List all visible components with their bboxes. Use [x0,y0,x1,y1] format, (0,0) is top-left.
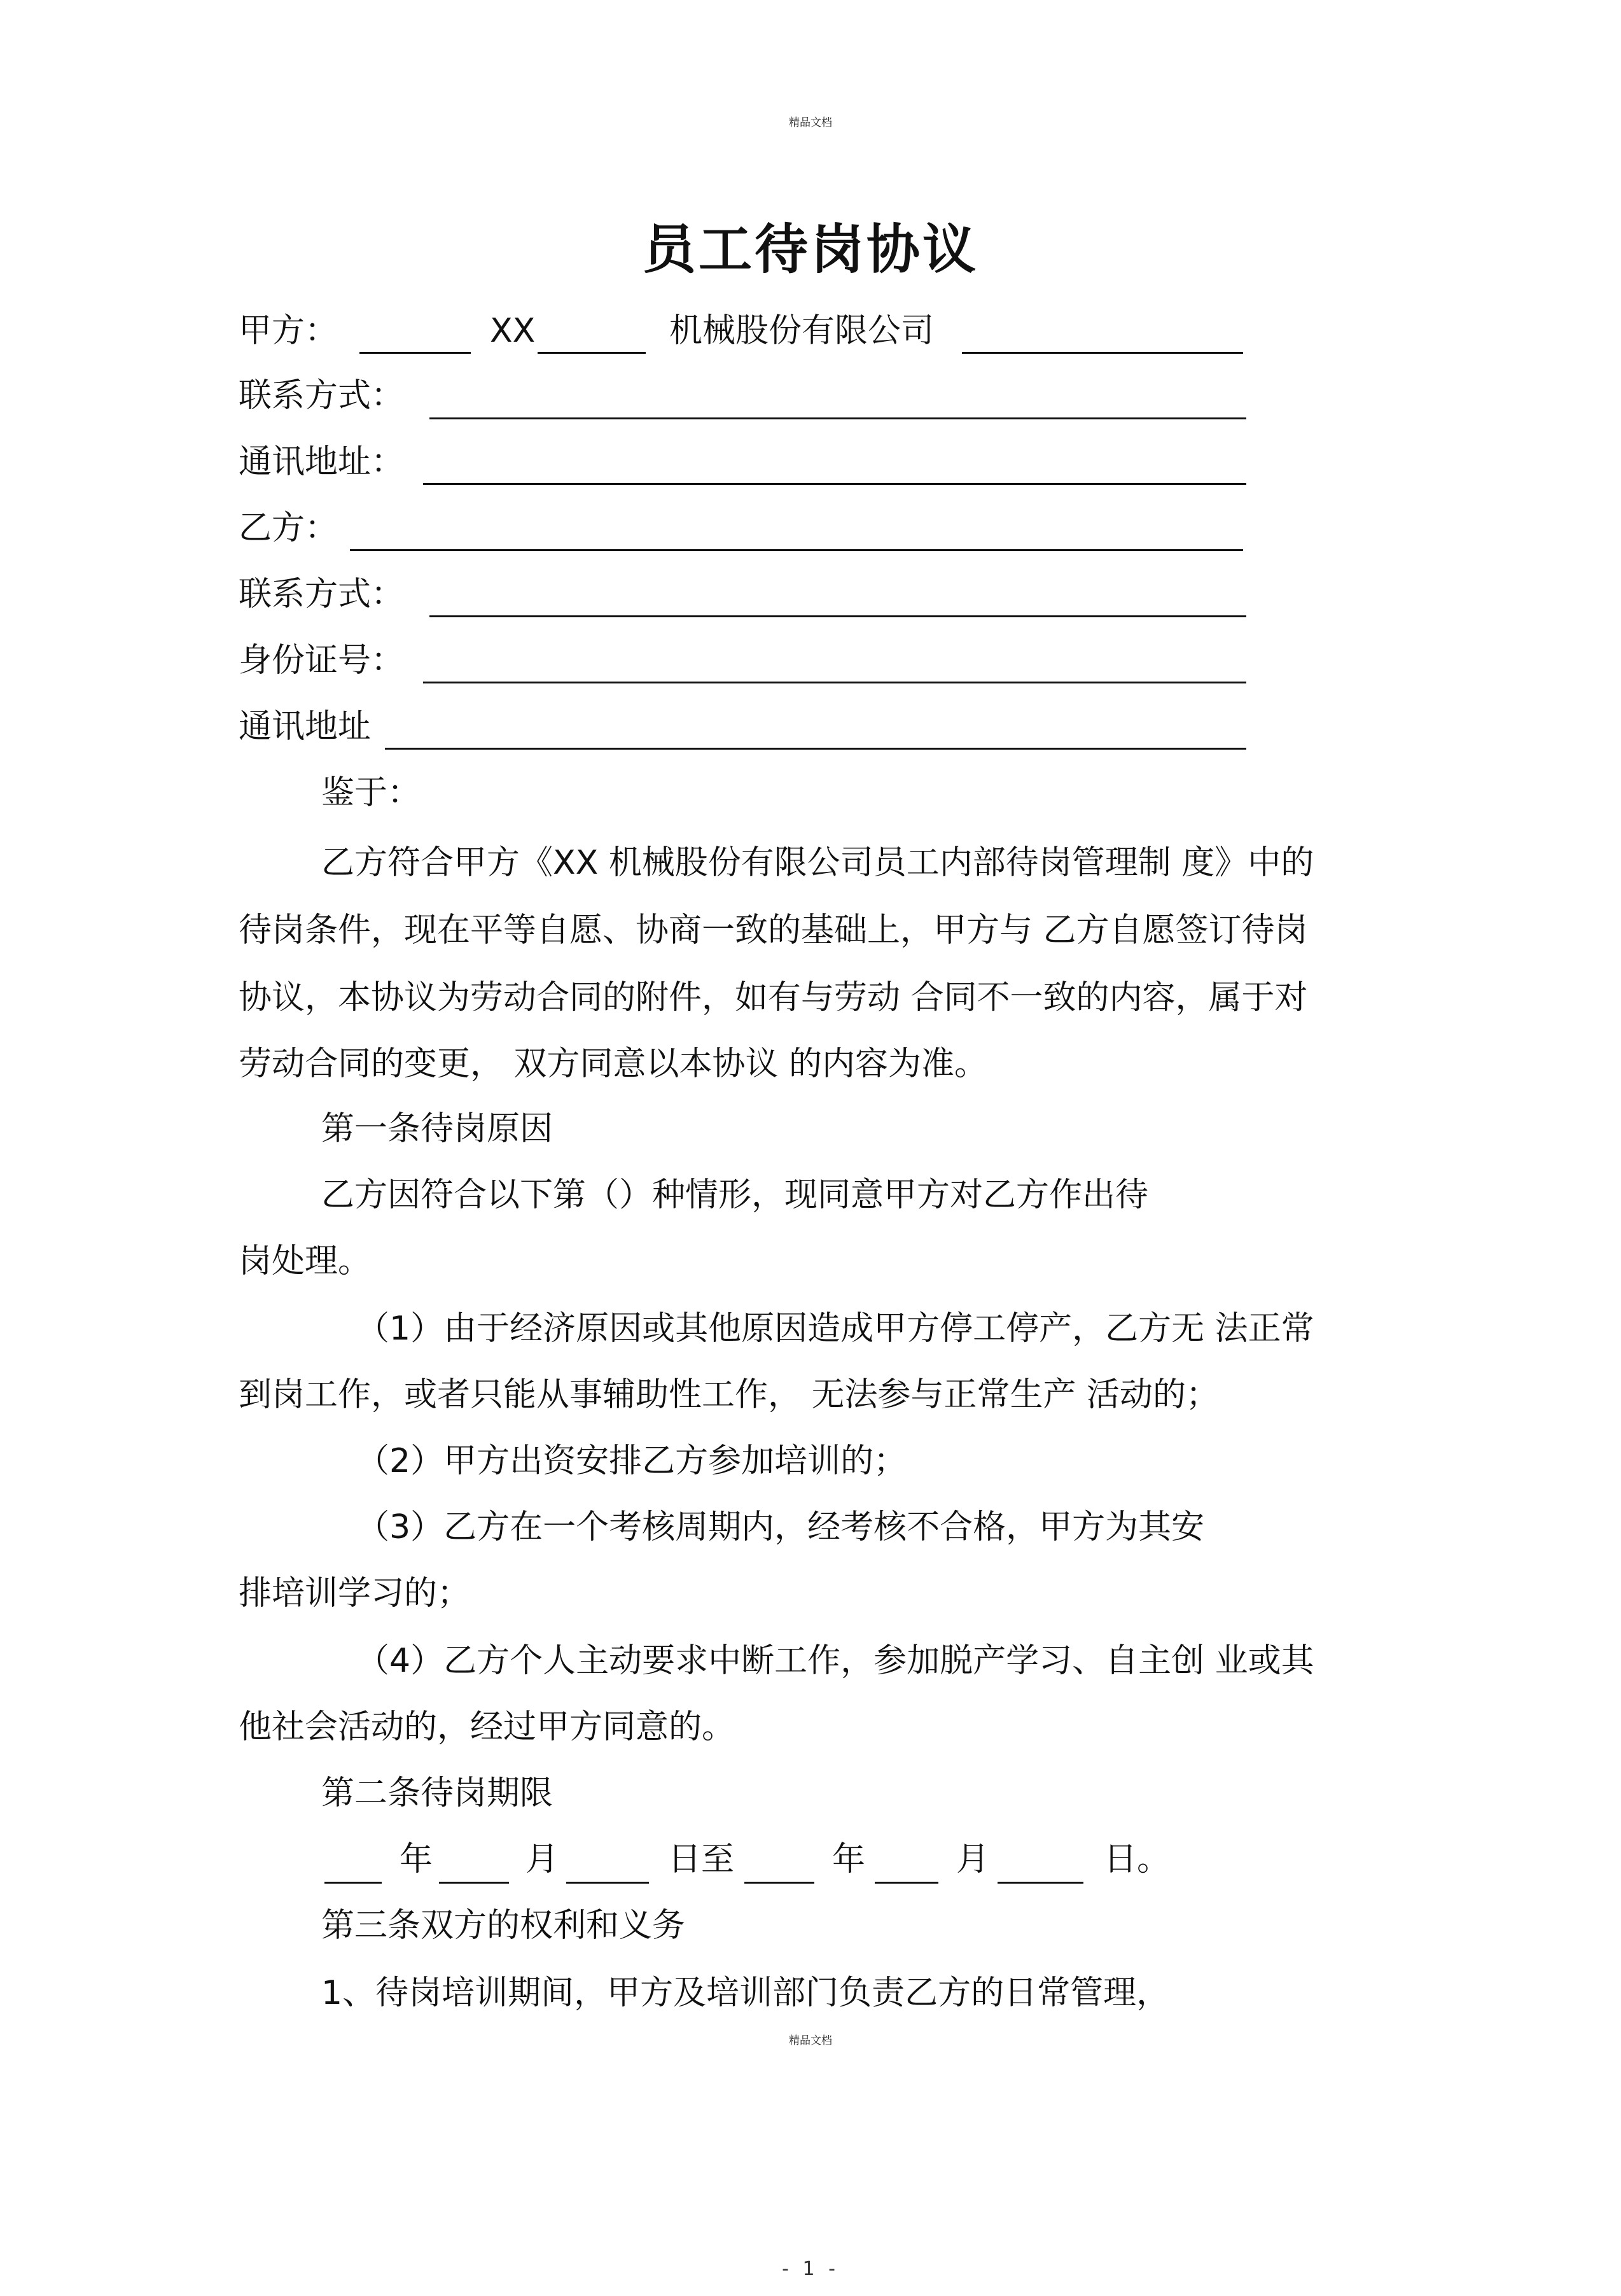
intro-line: 协议，本协议为劳动合同的附件，如有与劳动 合同不一致的内容，属于对 [239,979,1308,1017]
blank-line [359,352,471,354]
blank-line [385,748,1246,750]
intro-line: 待岗条件，现在平等自愿、协商一致的基础上，甲方与 乙方自愿签订待岗 [239,911,1308,949]
intro-line: 乙方符合甲方《XX 机械股份有限公司员工内部待岗管理制 度》中的 [321,844,1314,882]
blank-line [423,682,1246,683]
period-day-to: 日至 [668,1840,735,1879]
blank-line [998,1882,1083,1884]
header-note: 精品文档 [789,116,832,129]
article1-item-1: 到岗工作，或者只能从事辅助性工作， 无法参与正常生产 活动的； [239,1376,1220,1414]
blank-line [875,1882,938,1884]
footer-note: 精品文档 [789,2034,832,2047]
party-a-mid: XX [490,312,536,350]
intro-line: 劳动合同的变更， 双方同意以本协议 的内容为准。 [239,1045,988,1083]
address-a-label: 通讯地址： [239,443,405,481]
page-number: - 1 - [782,2258,839,2280]
period-month: 月 [525,1840,559,1879]
party-b-label: 乙方： [239,509,338,547]
period-year2: 年 [832,1840,866,1879]
article1-item-3: 排培训学习的； [239,1574,471,1613]
blank-line [423,483,1246,485]
article1-item-4: （4）乙方个人主动要求中断工作，参加脱产学习、自主创 业或其 [356,1642,1314,1680]
article1-item-3: （3）乙方在一个考核周期内，经考核不合格，甲方为其安 [356,1508,1205,1546]
whereas-heading: 鉴于： [321,774,421,812]
article3-title: 第三条双方的权利和义务 [321,1907,686,1945]
blank-line [429,615,1246,617]
contact-b-label: 联系方式： [239,575,405,613]
party-a-label: 甲方： [239,312,338,350]
blank-line [744,1882,814,1884]
article1-item-4: 他社会活动的，经过甲方同意的。 [239,1708,735,1746]
blank-line [324,1882,382,1884]
article2-title: 第二条待岗期限 [321,1774,553,1812]
article3-item-1: 1、待岗培训期间，甲方及培训部门负责乙方的日常管理， [321,1974,1170,2012]
id-label: 身份证号： [239,641,405,680]
blank-line [429,417,1246,419]
period-day-end: 日。 [1104,1840,1171,1879]
blank-line [566,1882,649,1884]
blank-line [439,1882,509,1884]
article1-lead: 乙方因符合以下第（）种情形，现同意甲方对乙方作出待 [321,1176,1149,1214]
period-year: 年 [400,1840,433,1879]
blank-line [350,549,1243,551]
contact-a-label: 联系方式： [239,377,405,415]
party-a-name: 机械股份有限公司 [669,312,935,350]
article1-lead: 岗处理。 [239,1242,372,1280]
blank-line [962,352,1243,354]
article1-item-2: （2）甲方出资安排乙方参加培训的； [356,1442,907,1480]
article1-title: 第一条待岗原因 [321,1110,553,1148]
blank-line [538,352,646,354]
article1-item-1: （1）由于经济原因或其他原因造成甲方停工停产，乙方无 法正常 [356,1310,1314,1348]
document-title: 员工待岗协议 [642,218,978,281]
address-b-label: 通讯地址 [239,708,372,746]
period-month2: 月 [956,1840,990,1879]
